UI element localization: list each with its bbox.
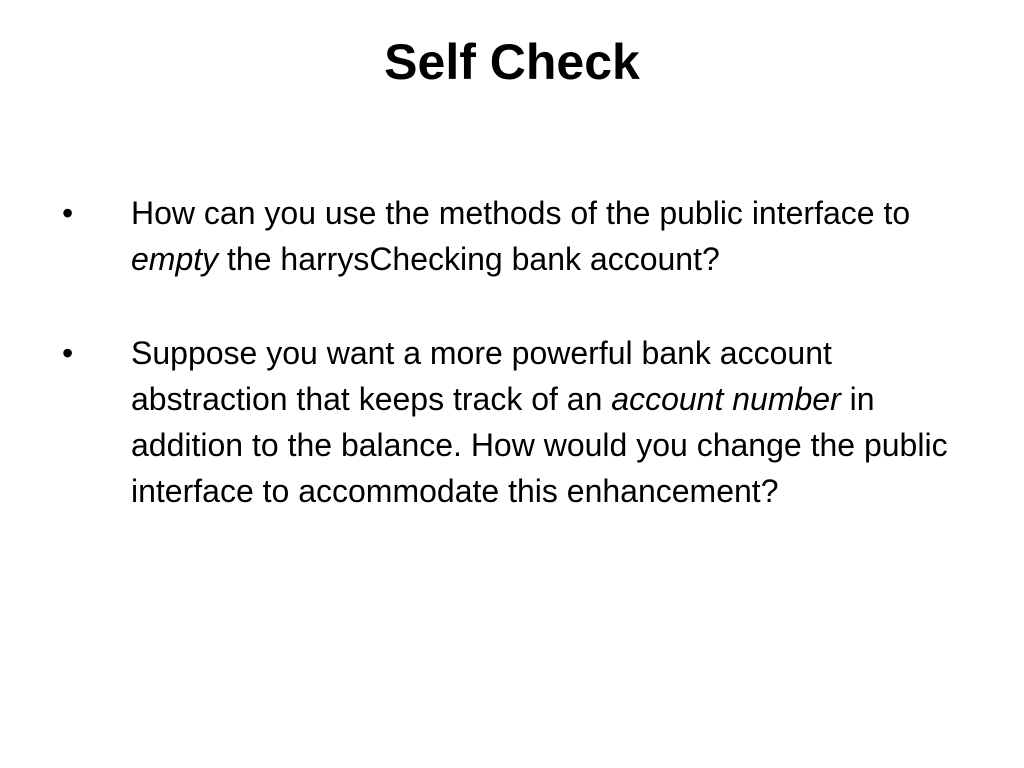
bullet-emphasis: account number — [611, 381, 841, 417]
bullet-text — [131, 335, 948, 509]
bullet-text — [131, 195, 910, 277]
bullet-marker: • — [62, 335, 74, 371]
bullet-text-segment: the harrysChecking bank account? — [218, 241, 720, 277]
bullet-text-segment: How can you use the methods of the public interface to — [131, 195, 911, 231]
bullet-text-segment: Suppose you want a more powerful bank account abstraction that keeps track of an — [131, 335, 832, 417]
bullet-emphasis: empty — [131, 241, 219, 277]
bullet-list — [0, 190, 1024, 562]
bullet-item-2 — [0, 330, 951, 514]
slide-title: Self Check — [384, 34, 640, 90]
bullet-text-segment: in addition to the balance. How would you change the public interface to accommodate this enhancement? — [131, 381, 948, 509]
bullet-marker: • — [62, 195, 74, 231]
bullet-item-1 — [0, 190, 951, 282]
